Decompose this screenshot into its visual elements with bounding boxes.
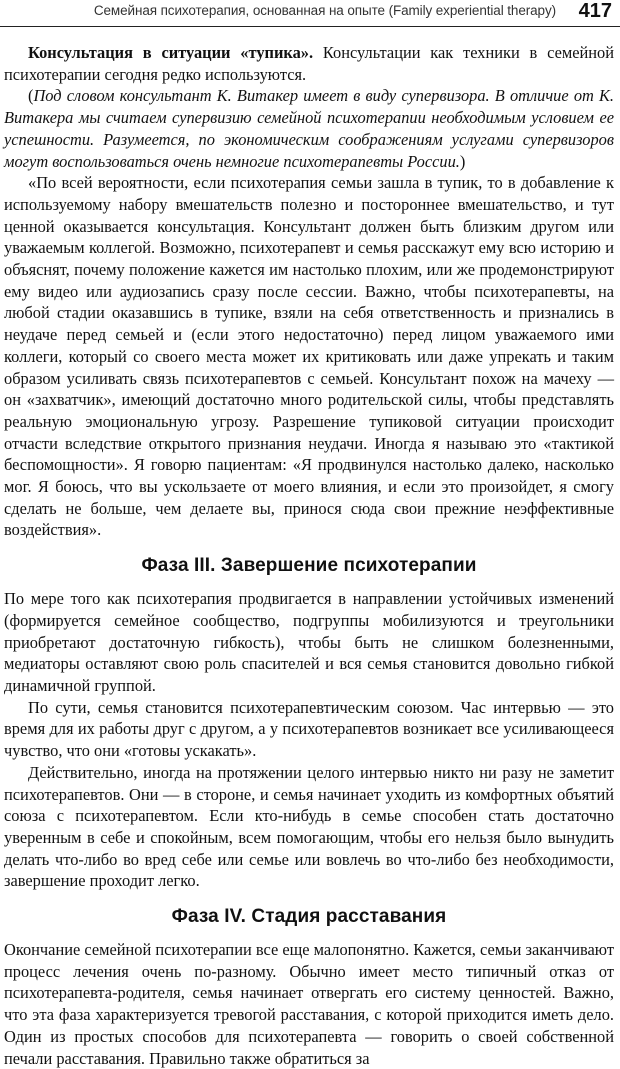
editor-note-close: ) (459, 151, 466, 171)
consultation-paragraph (4, 42, 614, 85)
editor-note: Под словом консультант К. Витакер имеет в виду супервизора. В отличие от К. Витакера мы считаем супервизию семейной психотерапии необходимым условием ее успешности. Разумеется, по экономическим соображениям услугами супервизоров могут воспользоваться очень немногие психотерапевты России. (4, 86, 614, 171)
running-header (0, 0, 620, 27)
whitaker-quote-paragraph: «По всей вероятности, если психотерапия семьи зашла в тупик, то в добавление к используемому набору вмешательств полезно и постороннее вмешательство, и тут ценной оказывается консультация. Консультант должен быть близким другом или уважаемым коллегой. Возможно, психотерапевт и семья расскажут ему всю историю и объяснят, почему положение кажется им настолько плохим, или же продемонстрируют ему видео или аудиозапись сразу после сессии. Важно, чтобы психотерапевты, на любой стадии оказавшись в тупике, взяли на себя ответственность и признались в неудаче перед семьей и (если этого недостаточно) перед лицом уважаемого ими коллеги, который со своего места может их критиковать или даже упрекать и таким образом усиливать связь психотерапевтов с семьей. Консультант похож на мачеху — он «захватчик», имеющий достаточно много родительской силы, чтобы представлять реальную эмоциональную угрозу. Разрешение тупиковой ситуации происходит отчасти вследствие открытого признания неудачи. Иногда я называю это «тактикой беспомощности». Я говорю пациентам: «Я продвинулся настолько далеко, насколько мог. Я боюсь, что вы ускользаете от моего влияния, и если это произойдет, я смогу сделать не больше, чем делаете вы, принося сюда свои прежние неэффективные воздействия». (4, 173, 614, 540)
phase4-paragraph-1: Окончание семейной психотерапии все еще малопонятно. Кажется, семьи заканчивают процесс лечения очень по-разному. Обычно имеет место типичный отказ от психотерапевта-родителя, семья начинает отвергать его систему ценностей. Важно, что эта фаза характеризуется тревогой расставания, с которой приходится иметь дело. Один из простых способов для психотерапевта — говорить о своей собственной печали расставания. Правильно также обратиться за (4, 940, 614, 1068)
running-title: Семейная психотерапия, основанная на опыте (Family experiential therapy) (93, 3, 556, 18)
phase3-paragraph-2: По сути, семья становится психотерапевтическим союзом. Час интервью — это время для их работы друг с другом, а у психотерапевтов возникает все усиливающееся чувство, что они «готовы ускакать». (4, 697, 614, 761)
phase3-paragraph-1: По мере того как психотерапия продвигается в направлении устойчивых изменений (формируется семейное сообщество, подгруппы мобилизуются и треугольники приобретают достаточную гибкость), чтобы быть не слишком болезненными, медиаторы оставляют свою роль спасителей и вся семья становится довольно гибкой динамичной группой. (4, 589, 614, 695)
runin-text: Консультации как техники в семейной психотерапии сегодня редко используются. (4, 43, 614, 84)
runin-heading: Консультация в ситуации «тупика». (28, 43, 314, 62)
page-number: 417 (578, 0, 612, 22)
page-body (4, 42, 614, 1069)
section-heading-phase-3: Фаза III. Завершение психотерапии (141, 555, 477, 577)
phase3-paragraph-3: Действительно, иногда на протяжении целого интервью никто ни разу не заметит психотерапевтов. Они — в стороне, и семья начинает уходить из комфортных объятий союза с психотерапевтом. Если кто-нибудь в семье способен стать достаточно уверенным в себе и спокойным, всем помогающим, чтобы его нельзя было вынудить делать что-либо во вред себе или семье или вовлечь во что-либо без необходимости, завершение проходит легко. (4, 762, 614, 891)
section-heading-phase-4: Фаза IV. Стадия расставания (171, 906, 447, 928)
editor-note-paragraph (4, 85, 614, 172)
editor-note-open: ( (28, 86, 34, 106)
